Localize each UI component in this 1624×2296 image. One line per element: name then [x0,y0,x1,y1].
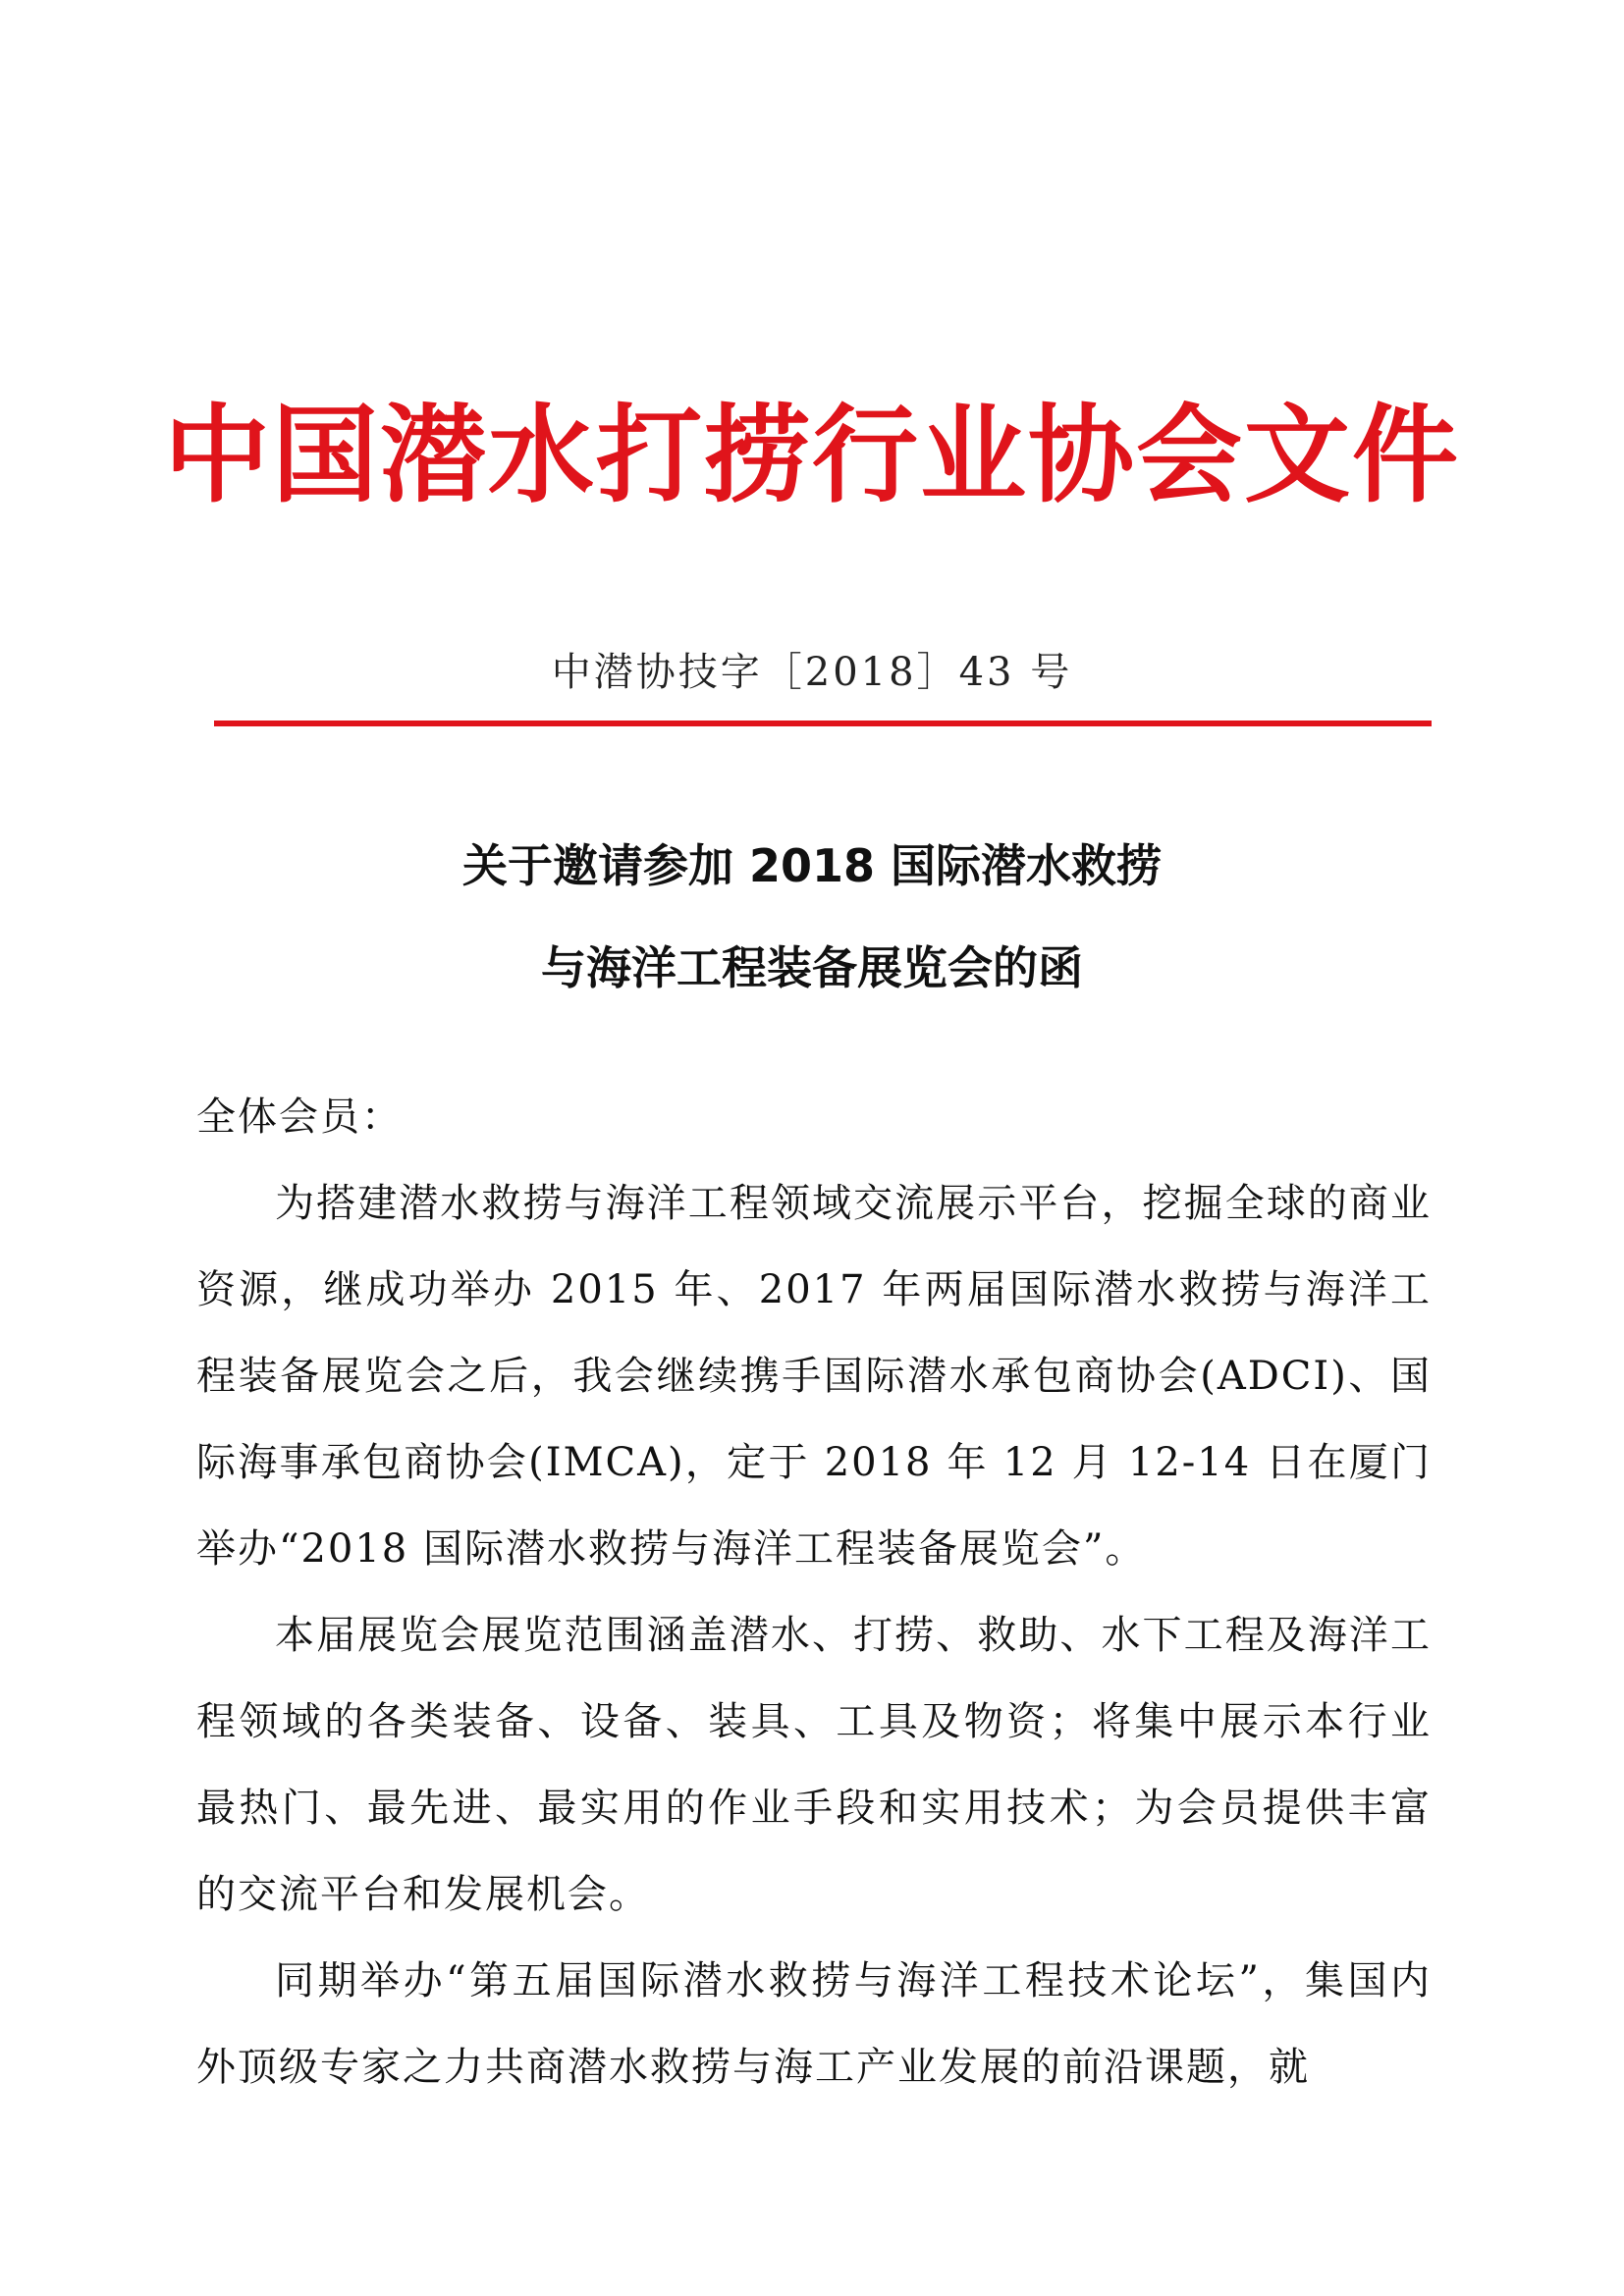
salutation: 全体会员： [196,1095,403,1140]
body-paragraph-1: 为搭建潜水救捞与海洋工程领域交流展示平台，挖掘全球的商业资源，继成功举办 2015 年、2017 年两届国际潜水救捞与海洋工程装备展览会之后，我会继续携手国际潜水承包商协会(ADCI)、国际海事承包商协会(IMCA)，定于 2018 年 12 月 12-14 日在厦门举办“2018 国际潜水救捞与海洋工程装备展览会”。 [196,1181,1432,1572]
org-header-title: 中国潜水打捞行业协会文件 [163,395,1460,517]
body-paragraph-3: 同期举办“第五届国际潜水救捞与海洋工程技术论坛”，集国内外顶级专家之力共商潜水救捞与海工产业发展的前沿课题，就 [196,1958,1432,2090]
document-title-line-1: 关于邀请参加 2018 国际潜水救捞 [461,839,1163,892]
document-body [196,1074,1432,2110]
red-divider-line [214,721,1432,726]
document-title-line-2: 与海洋工程装备展览会的函 [541,941,1083,994]
document-title [0,815,1624,1019]
body-paragraph-2: 本届展览会展览范围涵盖潜水、打捞、救助、水下工程及海洋工程领域的各类装备、设备、装具、工具及物资；将集中展示本行业最热门、最先进、最实用的作业手段和实用技术；为会员提供丰富的交流平台和发展机会。 [196,1613,1432,1917]
document-number: 中潜协技字［2018］43 号 [551,650,1073,695]
